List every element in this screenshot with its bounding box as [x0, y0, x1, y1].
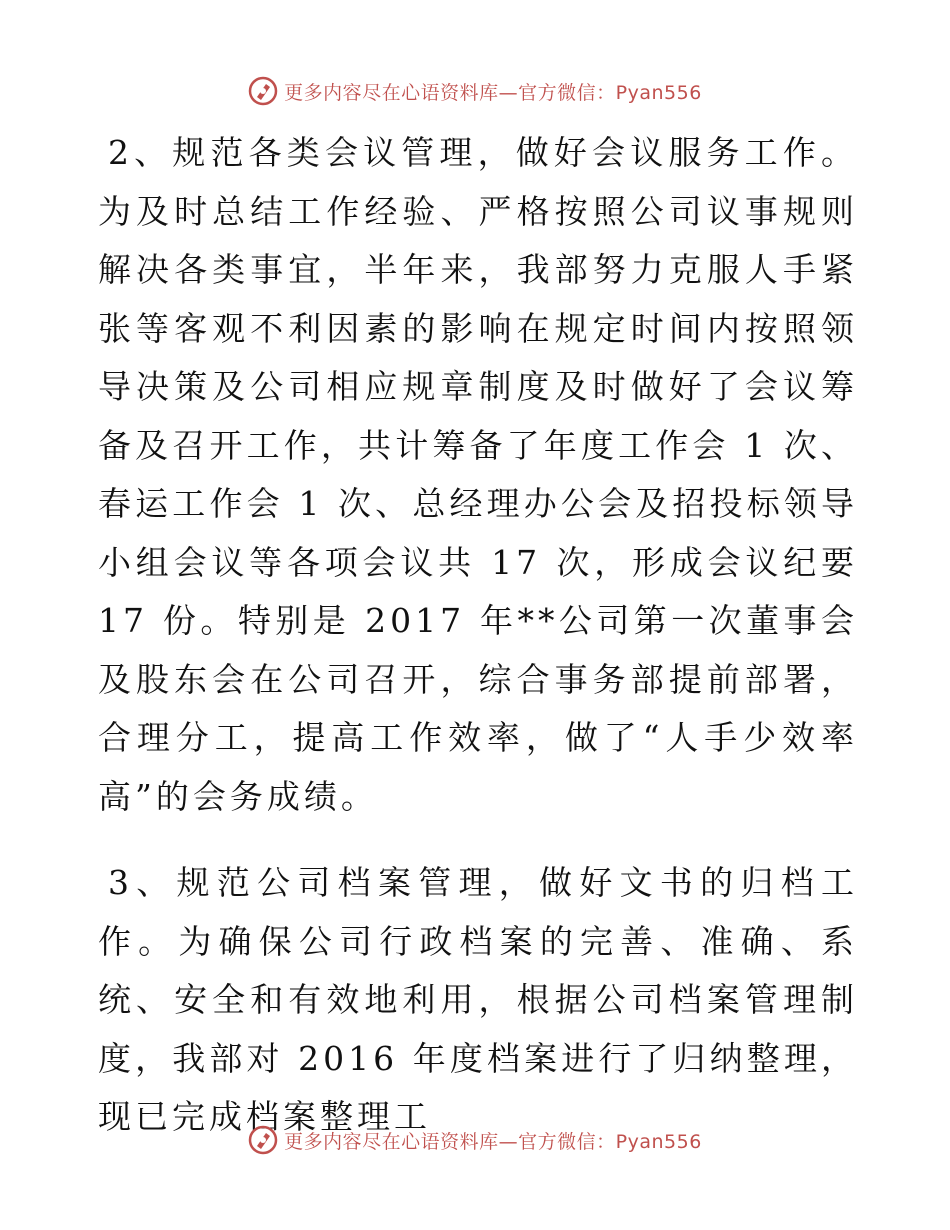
footer-text: 更多内容尽在心语资料库—官方微信：Pyan556 — [284, 1130, 702, 1153]
paragraph-3: 3、规范公司档案管理，做好文书的归档工作。为确保公司行政档案的完善、准确、系统、安全和有效地利用，根据公司档案管理制度，我部对 2016 年度档案进行了归纳整理，现已完成档案整理工 — [98, 863, 858, 1136]
document-body — [98, 124, 858, 1147]
header-banner — [0, 71, 950, 111]
paragraph-2: 2、规范各类会议管理，做好会议服务工作。为及时总结工作经验、严格按照公司议事规则解决各类事宜，半年来，我部努力克服人手紧张等客观不利因素的影响在规定时间内按照领导决策及公司相应规章制度及时做好了会议筹备及召开工作，共计筹备了年度工作会 1 次、春运工作会 1 次、总经理办公会及招投标领导小组会议等各项会议共 17 次，形成会议纪要 17 份。特别是 2017 年**公司第一次董事会及股东会在公司召开，综合事务部提前部署，合理分工，提高工作效率，做了“人手少效率高”的会务成绩。 — [98, 133, 858, 816]
footer-banner — [0, 1120, 950, 1160]
seal-logo-icon — [248, 1125, 278, 1155]
seal-logo-icon — [248, 76, 278, 106]
header-text: 更多内容尽在心语资料库—官方微信：Pyan556 — [284, 81, 702, 104]
